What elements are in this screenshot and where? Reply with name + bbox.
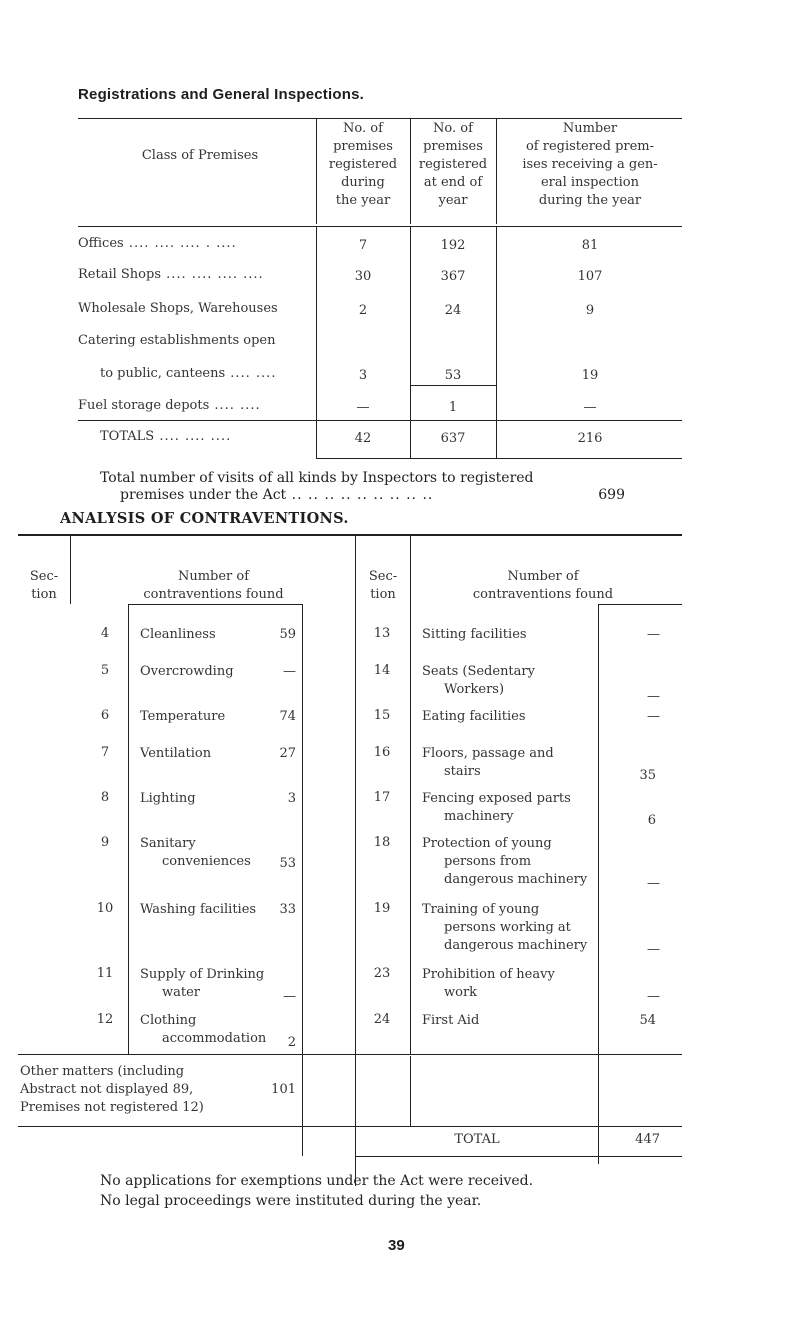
table2-header-section-left: Sec- tion: [29, 569, 59, 602]
analysis-heading: ANALYSIS OF CONTRAVENTIONS.: [60, 510, 349, 527]
table2-right-section: 19: [373, 901, 391, 916]
table1-top-rule: [78, 118, 682, 119]
table2-left-section: 8: [100, 790, 110, 805]
table1-col-divider: [410, 226, 411, 428]
table2-total-count: 447: [635, 1132, 660, 1147]
table2-right-count: —: [647, 989, 660, 1004]
table2-header-count-right: Number of contraventions found: [472, 569, 614, 602]
table2-right-count: —: [647, 942, 660, 957]
table2-right-count: —: [647, 709, 660, 724]
table1-bottom-rule: [316, 458, 682, 459]
table2-col-divider: [410, 536, 411, 604]
table2-right-section: 13: [373, 626, 391, 641]
table2-other-count: 101: [271, 1082, 296, 1097]
table1-col-divider: [496, 226, 497, 428]
table1-row-registered: —: [356, 400, 370, 415]
table1-totals-end-of-year: 637: [440, 431, 466, 446]
table2-right-section: 24: [373, 1012, 391, 1027]
table2-other-matters: Other matters (including Abstract not displayed 89, Premises not registered 12): [20, 1064, 204, 1115]
table2-left-item: Washing facilities: [140, 902, 257, 917]
table2-header-section-right: Sec- tion: [368, 569, 398, 602]
table1-row-class: Retail Shops .... .... .... ....: [78, 267, 264, 282]
table2-right-section: 17: [373, 790, 391, 805]
table1-row-end-of-year: 192: [440, 238, 466, 253]
table1-row-inspected: 107: [577, 269, 603, 284]
table2-left-count: 3: [287, 791, 296, 806]
table1-row-class: Wholesale Shops, Warehouses: [78, 301, 278, 316]
table1-partial-rule: [410, 385, 496, 386]
table2-left-count: —: [283, 989, 296, 1004]
table1-header-inspected: Number of registered prem- ises receiving a gen- eral inspection during the year: [522, 121, 658, 208]
table1-col-divider: [410, 420, 411, 458]
table2-left-count: 59: [279, 627, 296, 642]
table1-row-class: Offices .... .... .... . ....: [78, 236, 237, 251]
table2-right-item: First Aid: [422, 1013, 480, 1028]
table2-total-label: TOTAL: [454, 1132, 500, 1147]
table1-col-divider: [496, 118, 497, 224]
table2-left-section: 5: [100, 663, 110, 678]
table1-col-divider: [316, 226, 317, 428]
table1-row-registered: 30: [354, 269, 372, 284]
table2-right-count: —: [647, 876, 660, 891]
table2-left-section: 11: [96, 966, 114, 981]
table2-body-rule: [18, 1054, 682, 1055]
table2-right-section: 16: [373, 745, 391, 760]
table2-right-section: 18: [373, 835, 391, 850]
table2-col-divider: [598, 604, 599, 1164]
table1-col-divider: [316, 420, 317, 458]
note-exemptions: No applications for exemptions under the Act were received.: [100, 1173, 534, 1189]
table2-left-count: 74: [279, 709, 296, 724]
table2-left-section: 9: [100, 835, 110, 850]
table1-header-rule: [78, 226, 682, 227]
table2-left-section: 4: [100, 626, 110, 641]
table2-right-item: Protection of young persons from dangerous machinery: [422, 836, 588, 887]
table2-bottom-rule: [355, 1156, 682, 1157]
table2-col-divider: [70, 536, 71, 604]
table2-right-item: Floors, passage and stairs: [422, 746, 554, 779]
table1-row-class: Fuel storage depots .... ....: [78, 398, 261, 413]
table2-right-section: 23: [373, 966, 391, 981]
table1-totals-label: TOTALS .... .... ....: [100, 429, 232, 444]
table1-row-end-of-year: 367: [440, 269, 466, 284]
table2-left-count: 33: [279, 902, 296, 917]
table2-left-item: Lighting: [140, 791, 196, 806]
table1-row-end-of-year: 53: [444, 368, 462, 383]
table1-totals-rule: [78, 420, 682, 421]
table1-row-inspected: 9: [585, 303, 595, 318]
table2-right-item: Prohibition of heavy work: [422, 967, 555, 1000]
table2-left-item: Overcrowding: [140, 664, 234, 679]
table1-col-divider: [316, 118, 317, 224]
table2-header-count-left: Number of contraventions found: [143, 569, 284, 602]
table1-row-inspected: —: [583, 400, 597, 415]
table1-row-class: to public, canteens .... ....: [100, 366, 277, 381]
table2-right-count: —: [647, 627, 660, 642]
table2-left-section: 10: [96, 901, 114, 916]
table2-left-count: —: [283, 664, 296, 679]
table2-left-item: Clothing accommodation: [140, 1013, 267, 1046]
table1-row-inspected: 19: [581, 368, 599, 383]
visits-line-1: Total number of visits of all kinds by Inspectors to registered: [100, 470, 534, 486]
table1-col-divider: [410, 118, 411, 224]
table2-left-section: 6: [100, 708, 110, 723]
table2-left-count: 2: [287, 1035, 296, 1050]
table2-left-item: Temperature: [140, 709, 226, 724]
table2-left-item: Ventilation: [140, 746, 212, 761]
table2-left-count: 27: [279, 746, 296, 761]
table2-left-item: Cleanliness: [140, 627, 216, 642]
table2-other-rule: [18, 1126, 682, 1127]
table2-right-item: Seats (Sedentary Workers): [422, 664, 535, 697]
note-proceedings: No legal proceedings were instituted during the year.: [100, 1193, 482, 1209]
table2-left-count: 53: [279, 856, 296, 871]
table1-row-class: Catering establishments open: [78, 333, 276, 348]
table2-col-divider: [410, 604, 411, 1054]
table1-header-registered: No. of premises registered during the year: [328, 121, 398, 208]
table2-col-divider: [410, 1056, 411, 1126]
table1-row-registered: 7: [358, 238, 368, 253]
table1-row-end-of-year: 24: [444, 303, 462, 318]
table2-left-section: 12: [96, 1012, 114, 1027]
table2-right-item: Training of young persons working at dangerous machinery: [422, 902, 588, 953]
table2-right-count: 6: [647, 813, 656, 828]
table1-row-registered: 2: [358, 303, 368, 318]
table2-col-divider: [302, 604, 303, 1156]
page-heading: Registrations and General Inspections.: [78, 86, 365, 103]
table2-right-count: —: [647, 689, 660, 704]
table2-right-count: 54: [639, 1013, 656, 1028]
table2-right-count: 35: [639, 768, 656, 783]
table1-header-end-of-year: No. of premises registered at end of year: [418, 121, 488, 208]
table2-left-section: 7: [100, 745, 110, 760]
table2-header-rule: [128, 604, 302, 605]
table2-col-divider: [128, 604, 129, 1054]
table2-right-item: Eating facilities: [422, 709, 526, 724]
table1-row-end-of-year: 1: [448, 400, 458, 415]
table2-right-section: 15: [373, 708, 391, 723]
table2-right-item: Sitting facilities: [422, 627, 527, 642]
table1-totals-registered: 42: [354, 431, 372, 446]
visits-total: 699: [598, 487, 625, 503]
visits-line-2: premises under the Act .. .. .. .. .. .. .. .. .. 699: [120, 487, 625, 503]
table2-left-item: Supply of Drinking water: [140, 967, 265, 1000]
table2-right-section: 14: [373, 663, 391, 678]
table1-row-registered: 3: [358, 368, 368, 383]
table2-top-rule: [18, 534, 682, 536]
table1-col-divider: [496, 420, 497, 458]
table2-col-divider: [355, 604, 356, 1186]
table1-header-class: Class of Premises: [141, 148, 259, 163]
table2-header-rule: [598, 604, 682, 605]
table2-left-item: Sanitary conveniences: [140, 836, 251, 869]
page-number: 39: [388, 1237, 405, 1254]
table1-totals-inspected: 216: [577, 431, 603, 446]
table2-right-item: Fencing exposed parts machinery: [422, 791, 571, 824]
table1-row-inspected: 81: [581, 238, 599, 253]
